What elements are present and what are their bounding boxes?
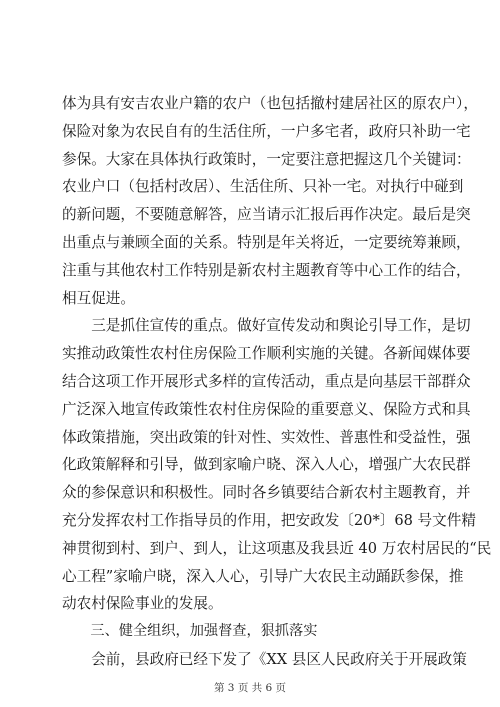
- paragraph-line: 体为具有安吉农业户籍的农户（也包括撤村建居社区的原农户），: [62, 95, 478, 112]
- paragraph-line: 众的参保意识和积极性。同时各乡镇要结合新农村主题教育，并: [62, 484, 471, 502]
- section-heading: 三、健全组织，加强督查，狠抓落实: [62, 623, 318, 640]
- paragraph-line: 相互促进。: [62, 289, 135, 307]
- paragraph-line: 参保。大家在具体执行政策时，一定要注意把握这几个关键词：: [62, 150, 471, 168]
- document-body: [62, 90, 492, 674]
- paragraph-line: 体政策措施，突出政策的针对性、实效性、普惠性和受益性，强: [62, 428, 471, 446]
- paragraph-line: 保险对象为农民自有的生活住所，一户多宅者，政府只补助一宅: [62, 122, 471, 140]
- paragraph-line: 注重与其他农村工作特别是新农村主题教育等中心工作的结合，: [62, 261, 471, 279]
- paragraph-line: 会前，县政府已经下发了《XX 县区人民政府关于开展政策: [62, 650, 467, 668]
- paragraph-line: 广泛深入地宣传政策性农村住房保险的重要意义、保险方式和具: [62, 400, 471, 418]
- paragraph-line: 心工程”家喻户晓，深入人心，引导广大农民主动踊跃参保，推: [62, 567, 464, 585]
- paragraph-line: 实推动政策性农村住房保险工作顺利实施的关键。各新闻媒体要: [62, 345, 471, 363]
- paragraph-line: 的新问题，不要随意解答，应当请示汇报后再作决定。最后是突: [62, 206, 471, 224]
- paragraph-line: 结合这项工作开展形式多样的宣传活动，重点是向基层干部群众: [62, 372, 471, 390]
- paragraph-line: 神贯彻到村、到户、到人，让这项惠及我县近 40 万农村居民的“民: [62, 539, 492, 557]
- paragraph-line: 农业户口（包括村改居）、生活住所、只补一宅。对执行中碰到: [62, 178, 464, 196]
- paragraph-line: 化政策解释和引导，做到家喻户晓、深入人心，增强广大农民群: [62, 456, 471, 474]
- paragraph-line: 出重点与兼顾全面的关系。特别是年关将近，一定要统筹兼顾，: [62, 233, 471, 251]
- paragraph-line: 充分发挥农村工作指导员的作用，把安政发〔20*〕68 号文件精: [62, 511, 476, 529]
- paragraph-line: 动农村保险事业的发展。: [62, 595, 223, 613]
- paragraph-line: 三是抓住宣传的重点。做好宣传发动和舆论引导工作，是切: [62, 317, 471, 335]
- page-number-footer: 第 3 页 共 6 页: [213, 682, 287, 694]
